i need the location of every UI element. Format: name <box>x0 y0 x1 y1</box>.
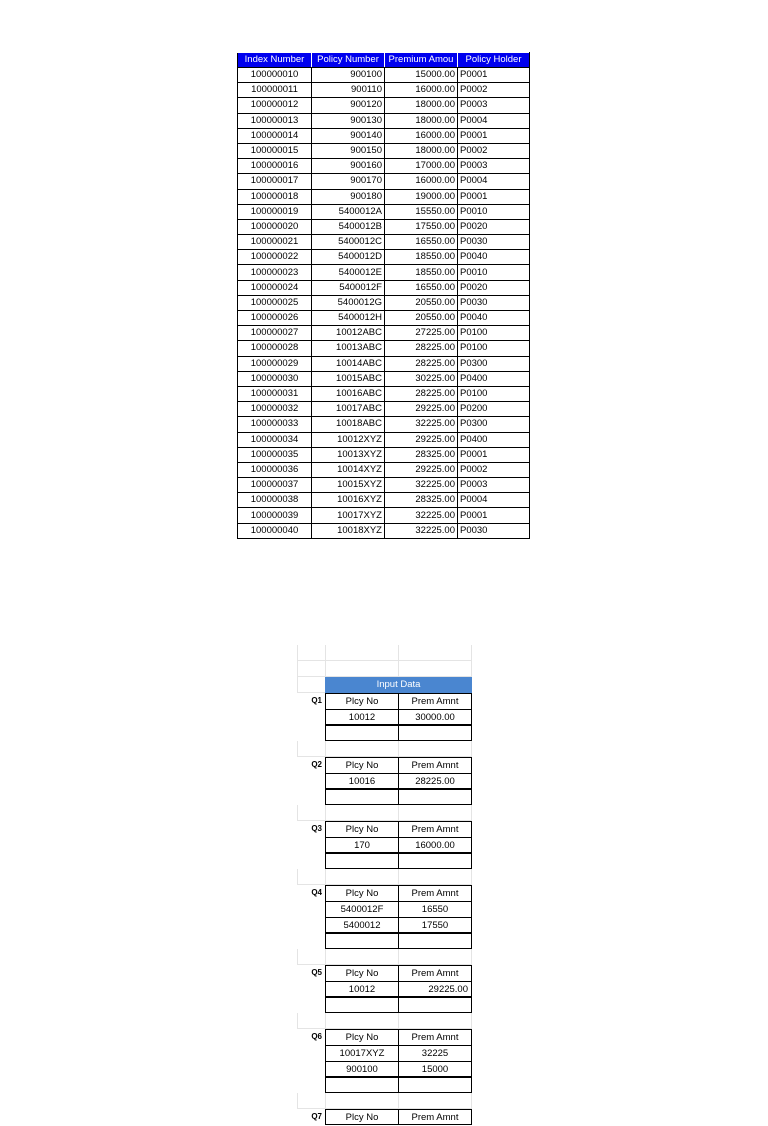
premium-amount-cell[interactable]: 16550.00 <box>385 235 458 250</box>
premium-amount-cell[interactable]: 28325.00 <box>385 493 458 508</box>
premium-amount-input[interactable]: 28225.00 <box>398 773 472 789</box>
sheet-cell[interactable] <box>325 789 398 805</box>
policy-no-input[interactable]: 10016 <box>325 773 398 789</box>
sheet-row <box>297 1109 472 1125</box>
premium-amount-cell[interactable]: 28225.00 <box>385 341 458 356</box>
input-data-sheet <box>297 645 472 1123</box>
sheet-cell <box>297 709 325 725</box>
policy-holder-cell[interactable]: P0004 <box>458 174 530 189</box>
index-number-cell[interactable]: 100000012 <box>238 98 312 113</box>
question-label: Q6 <box>311 1032 322 1041</box>
table-row <box>238 432 530 447</box>
sheet-cell[interactable] <box>325 805 398 821</box>
sheet-cell <box>297 853 325 869</box>
policy-number-cell[interactable]: 900170 <box>312 174 385 189</box>
policy-number-cell[interactable]: 900100 <box>312 68 385 83</box>
table-row <box>238 523 530 538</box>
policy-number-cell[interactable]: 900120 <box>312 98 385 113</box>
premium-amount-header: Prem Amnt <box>398 693 472 709</box>
policy-holder-cell[interactable]: P0003 <box>458 159 530 174</box>
sheet-cell[interactable] <box>325 949 398 965</box>
sheet-row <box>297 981 472 997</box>
premium-amount-cell[interactable]: 18000.00 <box>385 143 458 158</box>
premium-amount-cell[interactable]: 16000.00 <box>385 128 458 143</box>
policy-table-body <box>238 68 530 539</box>
index-number-cell[interactable]: 100000025 <box>238 295 312 310</box>
sheet-cell[interactable] <box>398 869 472 885</box>
policy-holder-cell[interactable]: P0020 <box>458 219 530 234</box>
table-row <box>238 128 530 143</box>
index-number-cell[interactable]: 100000021 <box>238 235 312 250</box>
premium-amount-cell[interactable]: 16000.00 <box>385 174 458 189</box>
premium-amount-cell[interactable]: 17550.00 <box>385 219 458 234</box>
index-number-cell[interactable]: 100000040 <box>238 523 312 538</box>
index-number-cell[interactable]: 100000016 <box>238 159 312 174</box>
policy-holder-cell[interactable]: P0001 <box>458 189 530 204</box>
policy-no-header: Plcy No <box>325 885 398 901</box>
question-label: Q7 <box>311 1112 322 1121</box>
sheet-row <box>297 1077 472 1093</box>
policy-no-header: Plcy No <box>325 693 398 709</box>
sheet-row <box>297 709 472 725</box>
table-row <box>238 235 530 250</box>
index-number-cell[interactable]: 100000039 <box>238 508 312 523</box>
policy-holder-cell[interactable]: P0002 <box>458 462 530 477</box>
header-index-number: Index Number <box>238 53 312 68</box>
policy-no-header: Plcy No <box>325 1109 398 1125</box>
policy-number-cell[interactable]: 10016ABC <box>312 386 385 401</box>
sheet-cell[interactable] <box>325 1093 398 1109</box>
index-number-cell[interactable]: 100000024 <box>238 280 312 295</box>
policy-no-header: Plcy No <box>325 757 398 773</box>
sheet-cell <box>297 773 325 789</box>
policy-number-cell[interactable]: 10018XYZ <box>312 523 385 538</box>
table-row <box>238 143 530 158</box>
index-number-cell[interactable]: 100000019 <box>238 204 312 219</box>
sheet-cell <box>297 901 325 917</box>
premium-amount-header: Prem Amnt <box>398 757 472 773</box>
table-row <box>238 204 530 219</box>
sheet-row <box>297 853 472 869</box>
index-number-cell[interactable]: 100000035 <box>238 447 312 462</box>
table-row <box>238 83 530 98</box>
table-row <box>238 295 530 310</box>
policy-holder-cell[interactable]: P0400 <box>458 432 530 447</box>
sheet-cell[interactable] <box>325 1077 398 1093</box>
policy-no-input[interactable]: 10017XYZ <box>325 1045 398 1061</box>
premium-amount-cell[interactable]: 30225.00 <box>385 371 458 386</box>
sheet-row <box>297 837 472 853</box>
sheet-row <box>297 693 472 709</box>
premium-amount-input[interactable]: 16550 <box>398 901 472 917</box>
policy-holder-cell[interactable]: P0001 <box>458 508 530 523</box>
index-number-cell[interactable]: 100000031 <box>238 386 312 401</box>
sheet-cell <box>297 917 325 933</box>
table-row <box>238 402 530 417</box>
policy-holder-cell[interactable]: P0003 <box>458 98 530 113</box>
sheet-row <box>297 741 472 757</box>
sheet-row <box>297 1029 472 1045</box>
policy-holder-cell[interactable]: P0004 <box>458 493 530 508</box>
question-label: Q3 <box>311 824 322 833</box>
sheet-cell[interactable] <box>398 741 472 757</box>
policy-holder-cell[interactable]: P0100 <box>458 341 530 356</box>
sheet-cell[interactable] <box>398 725 472 741</box>
premium-amount-cell[interactable]: 29225.00 <box>385 462 458 477</box>
policy-holder-cell[interactable]: P0010 <box>458 204 530 219</box>
policy-holder-cell[interactable]: P0030 <box>458 295 530 310</box>
premium-amount-input[interactable]: 16000.00 <box>398 837 472 853</box>
table-row <box>238 68 530 83</box>
policy-no-input[interactable]: 170 <box>325 837 398 853</box>
policy-holder-cell[interactable]: P0100 <box>458 386 530 401</box>
policy-no-header: Plcy No <box>325 1029 398 1045</box>
premium-amount-input[interactable]: 32225 <box>398 1045 472 1061</box>
index-number-cell[interactable]: 100000022 <box>238 250 312 265</box>
policy-number-cell[interactable]: 5400012B <box>312 219 385 234</box>
policy-number-cell[interactable]: 900140 <box>312 128 385 143</box>
index-number-cell[interactable]: 100000029 <box>238 356 312 371</box>
index-number-cell[interactable]: 100000023 <box>238 265 312 280</box>
sheet-cell[interactable] <box>297 645 325 661</box>
question-label: Q2 <box>311 760 322 769</box>
policy-number-cell[interactable]: 10017XYZ <box>312 508 385 523</box>
sheet-cell[interactable] <box>297 677 325 693</box>
premium-amount-cell[interactable]: 18000.00 <box>385 113 458 128</box>
policy-no-header: Plcy No <box>325 965 398 981</box>
table-row <box>238 98 530 113</box>
sheet-row <box>297 869 472 885</box>
sheet-row <box>297 1045 472 1061</box>
policy-number-cell[interactable]: 10015ABC <box>312 371 385 386</box>
policy-holder-cell[interactable]: P0030 <box>458 523 530 538</box>
table-row <box>238 174 530 189</box>
sheet-cell[interactable] <box>325 661 398 677</box>
sheet-cell[interactable] <box>325 1013 398 1029</box>
premium-amount-cell[interactable]: 16550.00 <box>385 280 458 295</box>
policy-number-cell[interactable]: 10018ABC <box>312 417 385 432</box>
index-number-cell[interactable]: 100000015 <box>238 143 312 158</box>
sheet-cell <box>297 789 325 805</box>
sheet-cell[interactable] <box>325 933 398 949</box>
policy-number-cell[interactable]: 5400012F <box>312 280 385 295</box>
premium-amount-header: Prem Amnt <box>398 885 472 901</box>
index-number-cell[interactable]: 100000026 <box>238 311 312 326</box>
premium-amount-cell[interactable]: 32225.00 <box>385 508 458 523</box>
premium-amount-cell[interactable]: 29225.00 <box>385 402 458 417</box>
table-row <box>238 311 530 326</box>
table-row <box>238 356 530 371</box>
sheet-cell[interactable] <box>398 949 472 965</box>
table-row <box>238 280 530 295</box>
policy-number-cell[interactable]: 5400012A <box>312 204 385 219</box>
sheet-row <box>297 917 472 933</box>
policy-number-cell[interactable]: 5400012G <box>312 295 385 310</box>
premium-amount-input[interactable]: 15000 <box>398 1061 472 1077</box>
policy-number-cell[interactable]: 5400012E <box>312 265 385 280</box>
policy-holder-cell[interactable]: P0001 <box>458 68 530 83</box>
table-row <box>238 326 530 341</box>
premium-amount-cell[interactable]: 29225.00 <box>385 432 458 447</box>
policy-holder-cell[interactable]: P0003 <box>458 478 530 493</box>
index-number-cell[interactable]: 100000038 <box>238 493 312 508</box>
sheet-cell <box>297 725 325 741</box>
premium-amount-cell[interactable]: 15550.00 <box>385 204 458 219</box>
sheet-row <box>297 1013 472 1029</box>
premium-amount-cell[interactable]: 18550.00 <box>385 250 458 265</box>
table-row <box>238 447 530 462</box>
sheet-cell[interactable] <box>297 949 325 965</box>
sheet-cell[interactable] <box>398 1093 472 1109</box>
policy-no-header: Plcy No <box>325 821 398 837</box>
sheet-row <box>297 821 472 837</box>
index-number-cell[interactable]: 100000036 <box>238 462 312 477</box>
sheet-row <box>297 757 472 773</box>
policy-holder-cell[interactable]: P0002 <box>458 143 530 158</box>
table-row <box>238 265 530 280</box>
policy-number-cell[interactable]: 10014XYZ <box>312 462 385 477</box>
policy-table-header <box>238 53 530 68</box>
sheet-cell[interactable] <box>297 1093 325 1109</box>
sheet-cell[interactable] <box>398 789 472 805</box>
policy-number-cell[interactable]: 10013ABC <box>312 341 385 356</box>
index-number-cell[interactable]: 100000020 <box>238 219 312 234</box>
policy-no-input[interactable]: 900100 <box>325 1061 398 1077</box>
sheet-cell[interactable] <box>325 869 398 885</box>
sheet-row <box>297 677 472 693</box>
sheet-cell[interactable] <box>325 853 398 869</box>
sheet-cell[interactable] <box>325 725 398 741</box>
policy-number-cell[interactable]: 5400012D <box>312 250 385 265</box>
sheet-cell <box>297 1061 325 1077</box>
sheet-row <box>297 965 472 981</box>
premium-amount-cell[interactable]: 20550.00 <box>385 295 458 310</box>
premium-amount-header: Prem Amnt <box>398 1029 472 1045</box>
premium-amount-cell[interactable]: 15000.00 <box>385 68 458 83</box>
sheet-cell[interactable] <box>297 661 325 677</box>
sheet-row <box>297 949 472 965</box>
header-policy-number: Policy Number <box>312 53 385 68</box>
table-row <box>238 508 530 523</box>
table-row <box>238 219 530 234</box>
table-row <box>238 386 530 401</box>
sheet-cell <box>297 1045 325 1061</box>
policy-table <box>237 52 530 539</box>
sheet-cell[interactable] <box>398 805 472 821</box>
sheet-row <box>297 645 472 661</box>
policy-number-cell[interactable]: 10014ABC <box>312 356 385 371</box>
table-row <box>238 493 530 508</box>
sheet-row <box>297 661 472 677</box>
index-number-cell[interactable]: 100000013 <box>238 113 312 128</box>
sheet-cell <box>297 997 325 1013</box>
sheet-row <box>297 789 472 805</box>
policy-holder-cell[interactable]: P0002 <box>458 83 530 98</box>
index-number-cell[interactable]: 100000011 <box>238 83 312 98</box>
premium-amount-input[interactable]: 17550 <box>398 917 472 933</box>
sheet-row <box>297 773 472 789</box>
premium-amount-cell[interactable]: 32225.00 <box>385 478 458 493</box>
premium-amount-cell[interactable]: 19000.00 <box>385 189 458 204</box>
premium-amount-header: Prem Amnt <box>398 1109 472 1125</box>
sheet-cell[interactable] <box>297 1013 325 1029</box>
sheet-cell[interactable] <box>325 741 398 757</box>
policy-number-cell[interactable]: 10016XYZ <box>312 493 385 508</box>
input-data-banner: Input Data <box>325 677 472 693</box>
sheet-cell <box>297 837 325 853</box>
table-row <box>238 341 530 356</box>
policy-no-input[interactable]: 5400012F <box>325 901 398 917</box>
policy-number-cell[interactable]: 900110 <box>312 83 385 98</box>
sheet-cell <box>297 933 325 949</box>
policy-no-input[interactable]: 10012 <box>325 709 398 725</box>
sheet-cell[interactable] <box>398 1013 472 1029</box>
index-number-cell[interactable]: 100000037 <box>238 478 312 493</box>
premium-amount-cell[interactable]: 27225.00 <box>385 326 458 341</box>
index-number-cell[interactable]: 100000032 <box>238 402 312 417</box>
sheet-cell[interactable] <box>297 741 325 757</box>
sheet-cell[interactable] <box>297 869 325 885</box>
sheet-cell <box>297 1077 325 1093</box>
table-row <box>238 417 530 432</box>
policy-no-input[interactable]: 10012 <box>325 981 398 997</box>
premium-amount-cell[interactable]: 28225.00 <box>385 386 458 401</box>
index-number-cell[interactable]: 100000014 <box>238 128 312 143</box>
policy-number-cell[interactable]: 10013XYZ <box>312 447 385 462</box>
policy-holder-cell[interactable]: P0030 <box>458 235 530 250</box>
sheet-row <box>297 1093 472 1109</box>
policy-number-cell[interactable]: 900130 <box>312 113 385 128</box>
policy-no-input[interactable]: 5400012 <box>325 917 398 933</box>
policy-number-cell[interactable]: 5400012C <box>312 235 385 250</box>
policy-number-cell[interactable]: 10012XYZ <box>312 432 385 447</box>
table-row <box>238 113 530 128</box>
table-row <box>238 371 530 386</box>
question-label: Q4 <box>311 888 322 897</box>
table-row <box>238 462 530 477</box>
sheet-cell[interactable] <box>398 645 472 661</box>
sheet-cell[interactable] <box>398 661 472 677</box>
sheet-row <box>297 997 472 1013</box>
policy-holder-cell[interactable]: P0020 <box>458 280 530 295</box>
table-row <box>238 478 530 493</box>
premium-amount-header: Prem Amnt <box>398 821 472 837</box>
sheet-cell[interactable] <box>398 1077 472 1093</box>
premium-amount-input[interactable]: 30000.00 <box>398 709 472 725</box>
policy-holder-cell[interactable]: P0040 <box>458 311 530 326</box>
premium-amount-cell[interactable]: 20550.00 <box>385 311 458 326</box>
sheet-cell[interactable] <box>398 933 472 949</box>
premium-amount-cell[interactable]: 28225.00 <box>385 356 458 371</box>
policy-number-cell[interactable]: 10015XYZ <box>312 478 385 493</box>
sheet-cell[interactable] <box>297 805 325 821</box>
sheet-cell[interactable] <box>398 853 472 869</box>
policy-number-cell[interactable]: 10017ABC <box>312 402 385 417</box>
table-row <box>238 250 530 265</box>
index-number-cell[interactable]: 100000010 <box>238 68 312 83</box>
policy-holder-cell[interactable]: P0004 <box>458 113 530 128</box>
sheet-cell[interactable] <box>325 997 398 1013</box>
premium-amount-cell[interactable]: 32225.00 <box>385 417 458 432</box>
policy-number-cell[interactable]: 900160 <box>312 159 385 174</box>
index-number-cell[interactable]: 100000034 <box>238 432 312 447</box>
index-number-cell[interactable]: 100000030 <box>238 371 312 386</box>
policy-number-cell[interactable]: 10012ABC <box>312 326 385 341</box>
policy-number-cell[interactable]: 900180 <box>312 189 385 204</box>
premium-amount-cell[interactable]: 17000.00 <box>385 159 458 174</box>
sheet-cell[interactable] <box>325 645 398 661</box>
sheet-row <box>297 901 472 917</box>
policy-holder-cell[interactable]: P0300 <box>458 417 530 432</box>
policy-holder-cell[interactable]: P0040 <box>458 250 530 265</box>
premium-amount-input[interactable]: 29225.00 <box>398 981 472 997</box>
index-number-cell[interactable]: 100000017 <box>238 174 312 189</box>
index-number-cell[interactable]: 100000027 <box>238 326 312 341</box>
premium-amount-header: Prem Amnt <box>398 965 472 981</box>
sheet-cell <box>297 981 325 997</box>
policy-holder-cell[interactable]: P0001 <box>458 128 530 143</box>
sheet-cell[interactable] <box>398 997 472 1013</box>
premium-amount-cell[interactable]: 32225.00 <box>385 523 458 538</box>
sheet-row <box>297 933 472 949</box>
premium-amount-cell[interactable]: 18550.00 <box>385 265 458 280</box>
table-row <box>238 159 530 174</box>
policy-number-cell[interactable]: 5400012H <box>312 311 385 326</box>
policy-holder-cell[interactable]: P0300 <box>458 356 530 371</box>
question-label: Q5 <box>311 968 322 977</box>
index-number-cell[interactable]: 100000018 <box>238 189 312 204</box>
header-premium-amount: Premium Amou <box>385 53 458 68</box>
premium-amount-cell[interactable]: 18000.00 <box>385 98 458 113</box>
sheet-row <box>297 1061 472 1077</box>
index-number-cell[interactable]: 100000033 <box>238 417 312 432</box>
policy-holder-cell[interactable]: P0010 <box>458 265 530 280</box>
header-policy-holder: Policy Holder <box>458 53 530 68</box>
policy-number-cell[interactable]: 900150 <box>312 143 385 158</box>
sheet-row <box>297 885 472 901</box>
policy-holder-cell[interactable]: P0100 <box>458 326 530 341</box>
premium-amount-cell[interactable]: 28325.00 <box>385 447 458 462</box>
table-row <box>238 189 530 204</box>
policy-holder-cell[interactable]: P0001 <box>458 447 530 462</box>
policy-holder-cell[interactable]: P0400 <box>458 371 530 386</box>
premium-amount-cell[interactable]: 16000.00 <box>385 83 458 98</box>
policy-holder-cell[interactable]: P0200 <box>458 402 530 417</box>
sheet-row <box>297 725 472 741</box>
sheet-row <box>297 805 472 821</box>
index-number-cell[interactable]: 100000028 <box>238 341 312 356</box>
question-label: Q1 <box>311 696 322 705</box>
